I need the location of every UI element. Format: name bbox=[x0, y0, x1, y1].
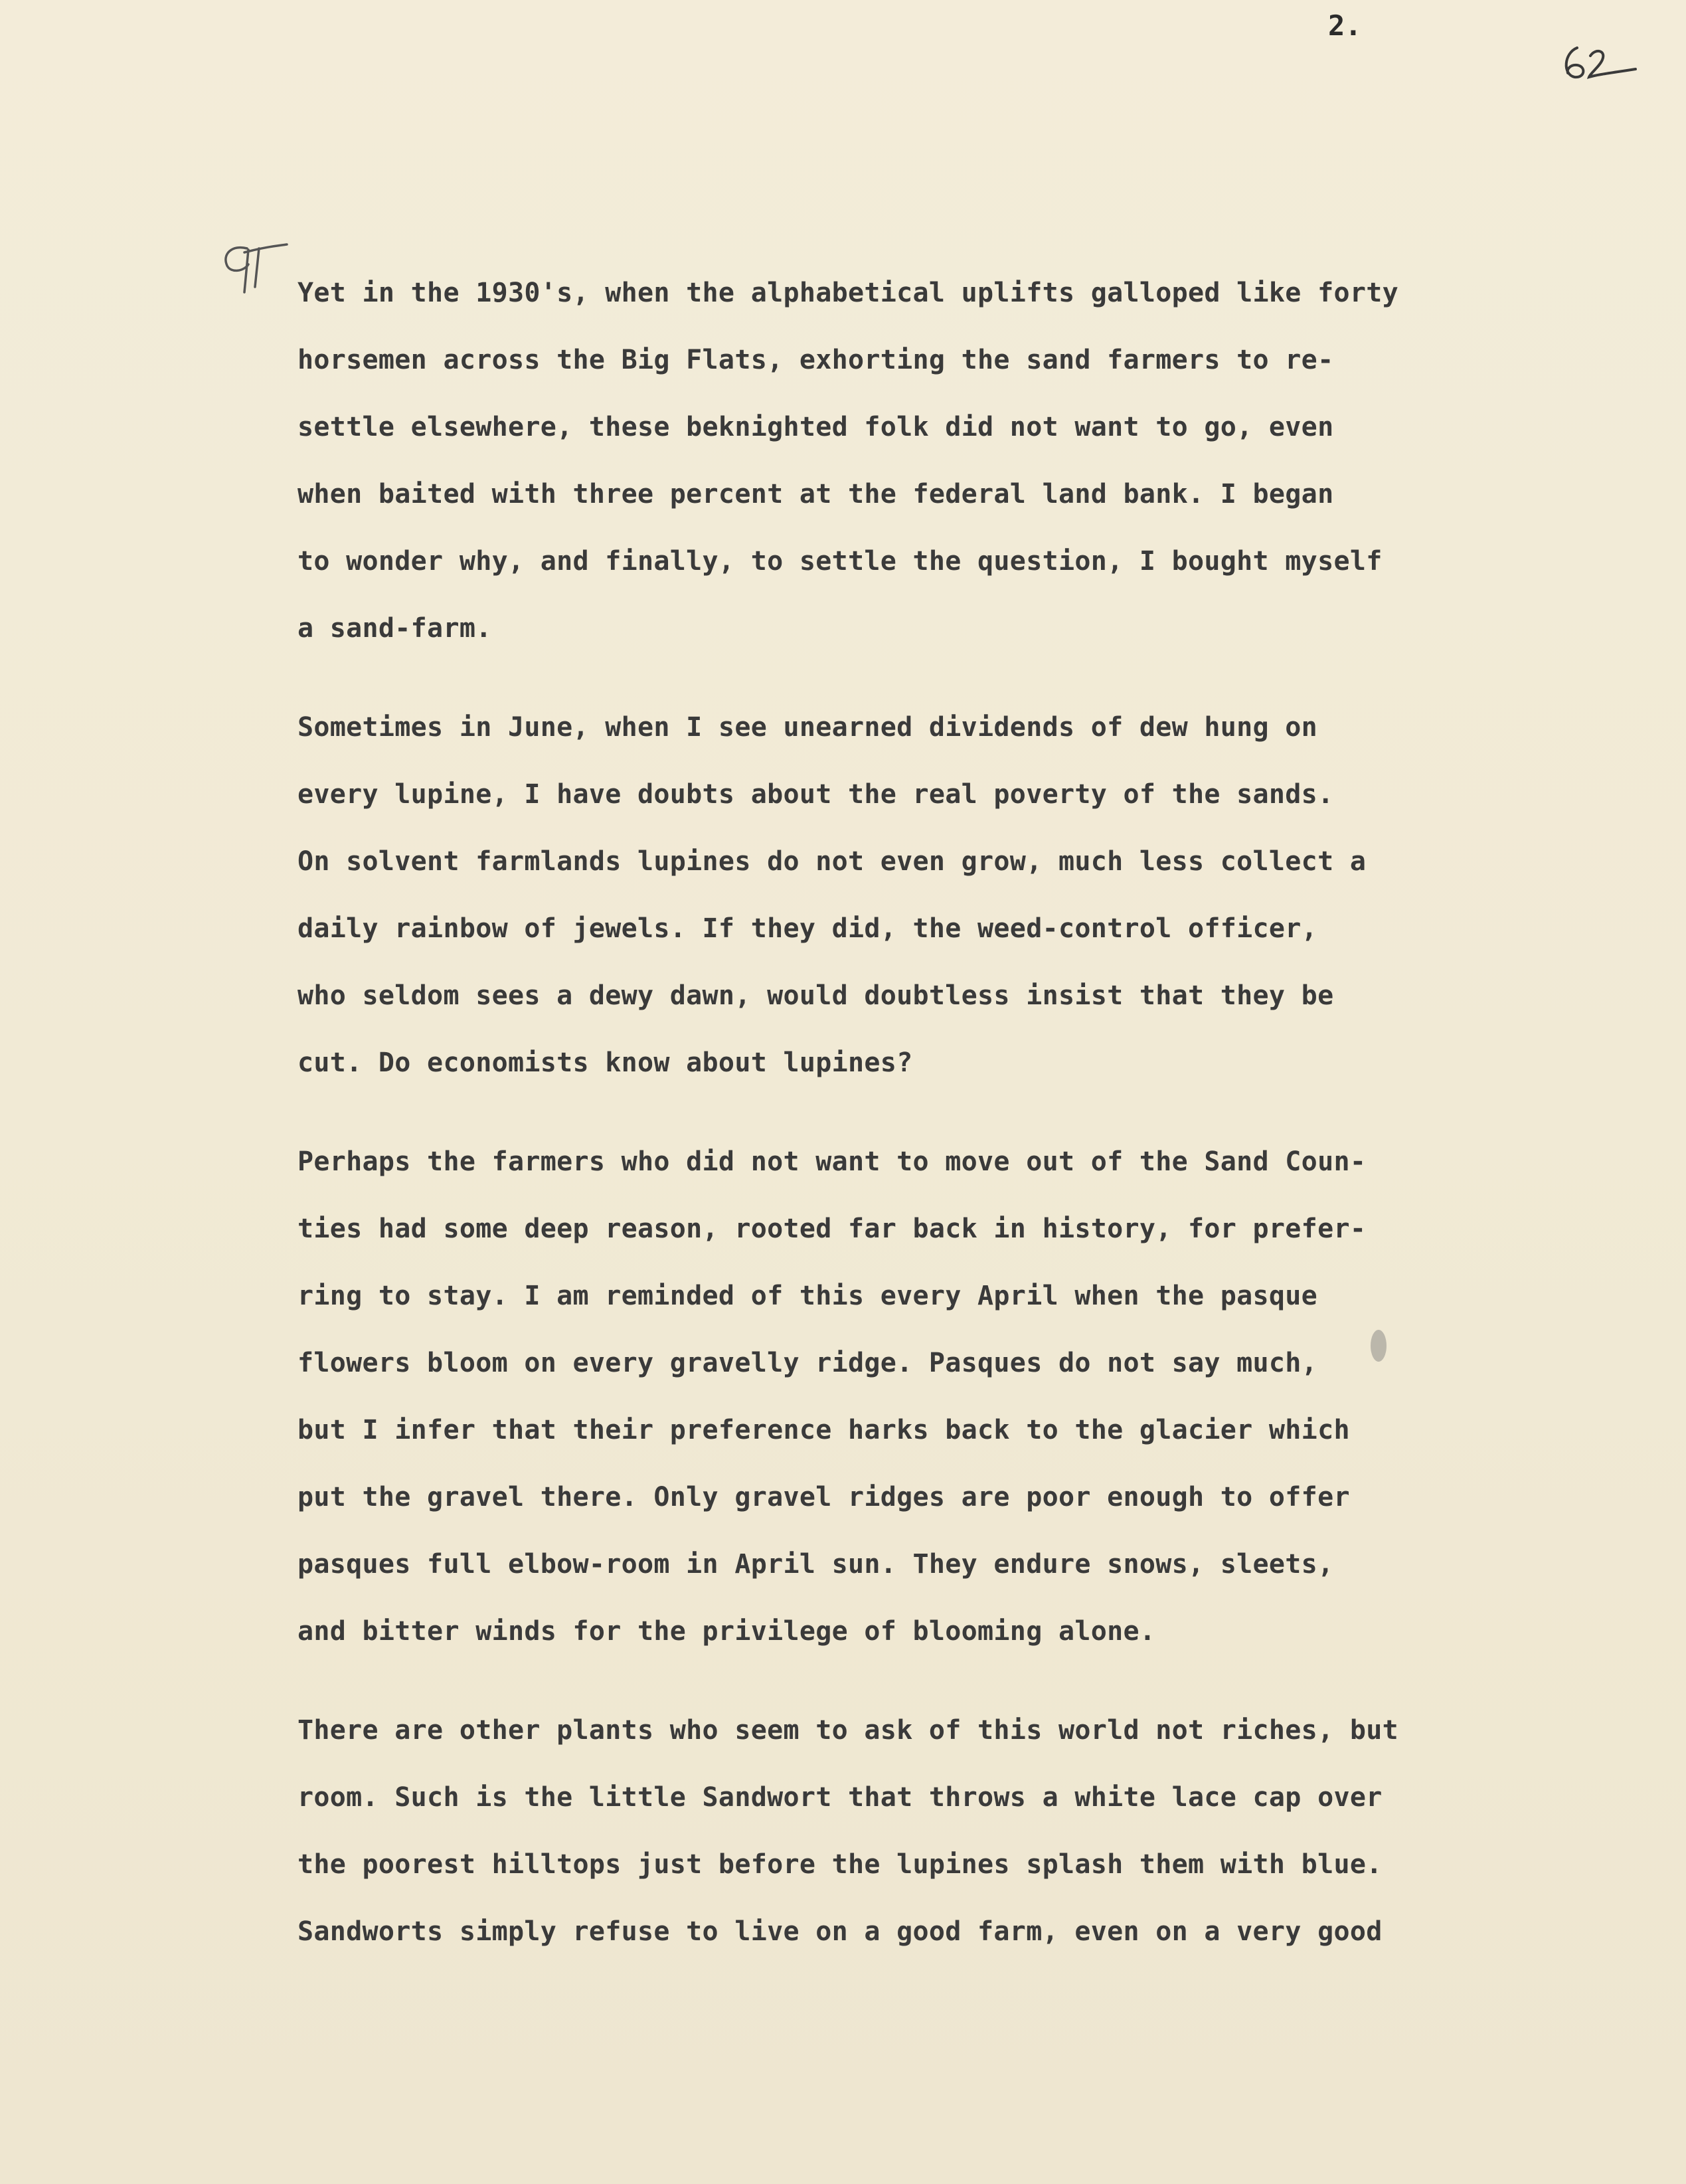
text-line: to wonder why, and finally, to settle the question, I bought myself bbox=[297, 546, 1383, 577]
text-line: the poorest hilltops just before the lupines splash them with blue. bbox=[297, 1849, 1383, 1880]
text-line: Sandworts simply refuse to live on a good farm, even on a very good bbox=[297, 1916, 1383, 1947]
text-line: every lupine, I have doubts about the real poverty of the sands. bbox=[297, 779, 1334, 810]
text-line: a sand-farm. bbox=[297, 613, 492, 644]
page-number: 2. bbox=[1328, 9, 1362, 42]
paragraph-1 bbox=[297, 272, 1440, 675]
text-line: Perhaps the farmers who did not want to move out of the Sand Coun- bbox=[297, 1146, 1367, 1177]
text-line: who seldom sees a dewy dawn, would doubtless insist that they be bbox=[297, 980, 1334, 1011]
text-line: pasques full elbow-room in April sun. They endure snows, sleets, bbox=[297, 1549, 1334, 1580]
text-line: settle elsewhere, these beknighted folk did not want to go, even bbox=[297, 412, 1334, 442]
text-line: ring to stay. I am reminded of this every April when the pasque bbox=[297, 1281, 1318, 1311]
body-text bbox=[297, 272, 1440, 2010]
paragraph-3 bbox=[297, 1141, 1440, 1678]
text-line: Sometimes in June, when I see unearned dividends of dew hung on bbox=[297, 712, 1318, 743]
handwritten-paragraph-mark bbox=[218, 239, 291, 306]
handwritten-folio-number bbox=[1557, 33, 1644, 93]
text-line: room. Such is the little Sandwort that throws a white lace cap over bbox=[297, 1782, 1383, 1813]
text-line: cut. Do economists know about lupines? bbox=[297, 1047, 913, 1078]
text-line: There are other plants who seem to ask of this world not riches, but bbox=[297, 1715, 1398, 1746]
text-line: flowers bloom on every gravelly ridge. Pasques do not say much, bbox=[297, 1348, 1318, 1378]
text-line: but I infer that their preference harks back to the glacier which bbox=[297, 1415, 1350, 1445]
text-line: On solvent farmlands lupines do not even grow, much less collect a bbox=[297, 846, 1367, 877]
paragraph-2 bbox=[297, 707, 1440, 1109]
text-line: horsemen across the Big Flats, exhorting the sand farmers to re- bbox=[297, 345, 1334, 375]
text-line: Yet in the 1930's, when the alphabetical uplifts galloped like forty bbox=[297, 278, 1398, 308]
text-line: when baited with three percent at the federal land bank. I began bbox=[297, 479, 1334, 509]
text-line: ties had some deep reason, rooted far back in history, for prefer- bbox=[297, 1214, 1367, 1244]
text-line: daily rainbow of jewels. If they did, the weed-control officer, bbox=[297, 913, 1318, 944]
paragraph-4 bbox=[297, 1710, 1440, 1978]
text-line: put the gravel there. Only gravel ridges are poor enough to offer bbox=[297, 1482, 1350, 1512]
text-line: and bitter winds for the privilege of blooming alone. bbox=[297, 1616, 1156, 1647]
